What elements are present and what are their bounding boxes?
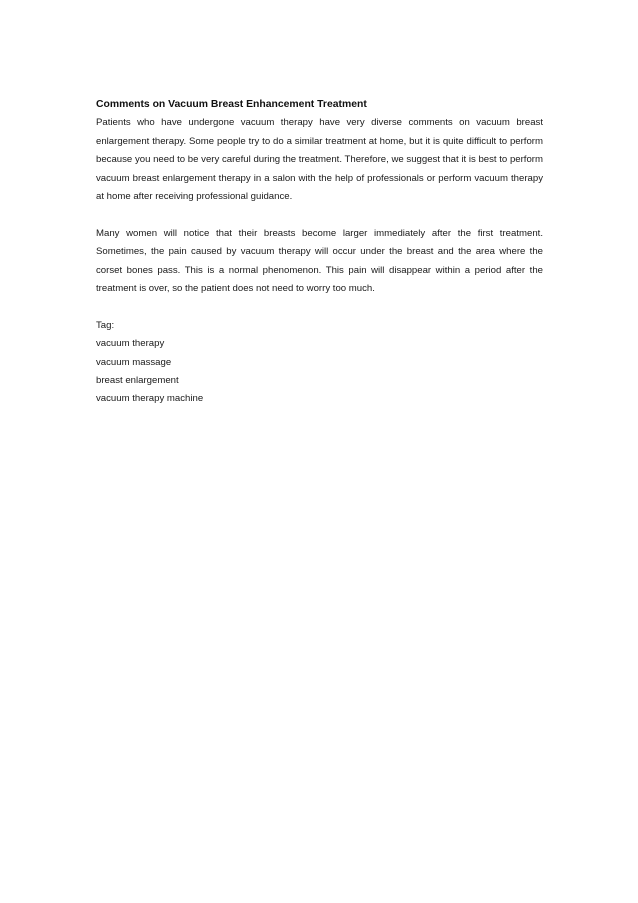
paragraph-2: Many women will notice that their breasts become larger immediately after the first treatment. Sometimes, the pain caused by vacuum therapy will occur under the breast and the area where the corset bones pass. This is a normal phenomenon. This pain will disappear within a period after the treatment is over, so the patient does not need to worry too much. xyxy=(96,227,543,295)
tag-list xyxy=(96,335,543,409)
tag-item: vacuum massage xyxy=(96,356,172,368)
paragraph-spacer xyxy=(96,298,543,316)
tag-item: breast enlargement xyxy=(96,375,179,387)
tag-label: Tag: xyxy=(96,319,115,331)
tag-item: vacuum therapy machine xyxy=(96,393,204,405)
document-body xyxy=(96,96,543,409)
document-title: Comments on Vacuum Breast Enhancement Treatment xyxy=(96,99,367,110)
tag-item: vacuum therapy xyxy=(96,338,165,350)
paragraph-1: Patients who have undergone vacuum therapy have very diverse comments on vacuum breast enlargement therapy. Some people try to do a similar treatment at home, but it is quite difficult to perform because you need to be very careful during the treatment. Therefore, we suggest that it is best to perform vacuum breast enlargement therapy in a salon with the help of professionals or perform vacuum therapy at home after receiving professional guidance. xyxy=(96,117,543,203)
paragraph-spacer xyxy=(96,206,543,224)
